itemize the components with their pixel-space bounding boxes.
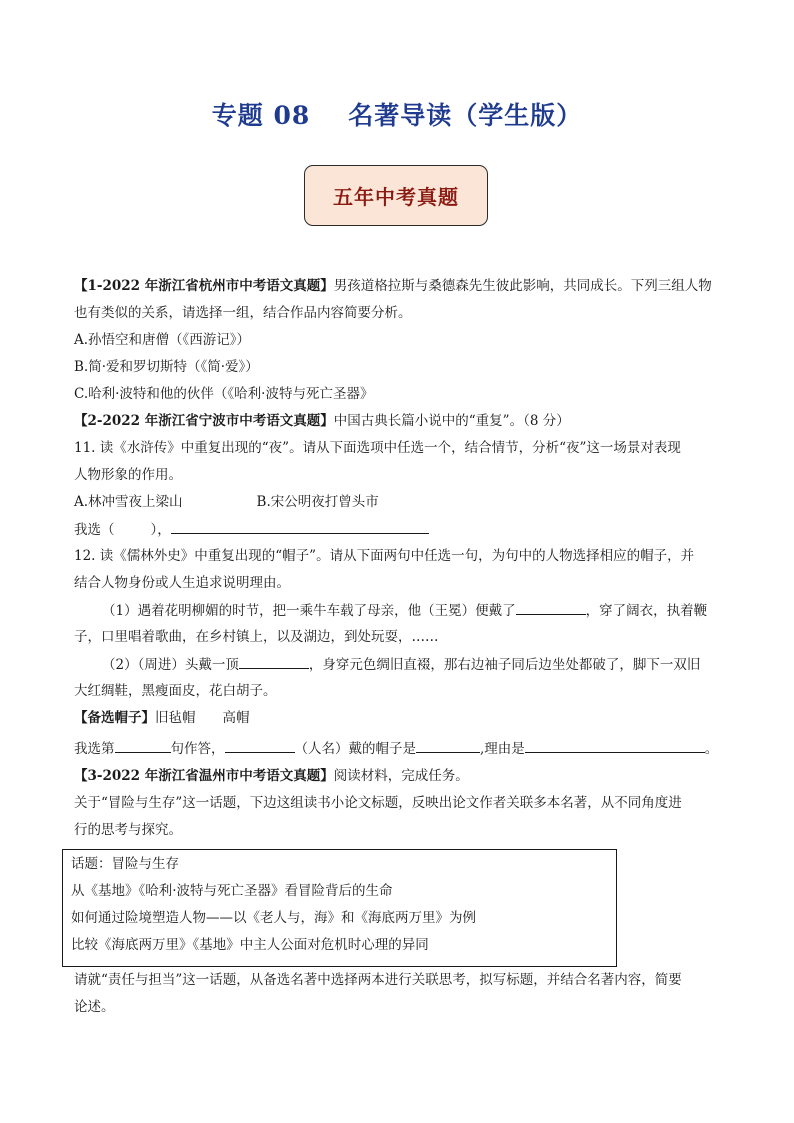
ans-text-e: 。 <box>704 741 719 757</box>
q12-sentence-2-line-1 <box>102 654 700 675</box>
q11-choose-close: ）， <box>150 522 171 538</box>
s1-text-b: ，穿了阔衣，执着鞭 <box>585 603 708 619</box>
hat-options <box>74 708 250 728</box>
q12-sentence-2-line-2: 大红绸鞋，黑瘦面皮，花白胡子。 <box>74 683 277 699</box>
s2-hat-blank[interactable] <box>239 654 309 669</box>
q1-line-2: 也有类似的关系，请选择一组，结合作品内容简要分析。 <box>74 305 412 321</box>
ans-text-c: （人名）戴的帽子是 <box>294 741 416 757</box>
q12-sentence-1-line-2: 子，口里唱着歌曲，在乡村镇上，以及湖边，到处玩耍，…… <box>74 629 439 645</box>
q3-text-1: 关于“冒险与生存”这一话题，下边这组读书小论文标题，反映出论文作者关联多本名著，从不同角度进 <box>74 795 682 811</box>
reason-blank[interactable] <box>525 738 705 753</box>
q1-text-1: 男孩道格拉斯与桑德森先生彼此影响，共同成长。下列三组人物 <box>333 278 712 294</box>
q11-option-b: B.宋公明夜打曾头市 <box>256 494 379 510</box>
q3-task-2: 论述。 <box>74 999 115 1015</box>
s2-text-a: （2）（周进）头戴一顶 <box>102 657 239 673</box>
q1-option-c: C.哈利·波特和他的伙伴（《哈利·波特与死亡圣器》 <box>74 386 374 402</box>
person-name-blank[interactable] <box>225 738 295 753</box>
q11-option-a: A.林冲雪夜上梁山 <box>74 494 183 510</box>
ans-text-d: ,理由是 <box>480 741 525 757</box>
s1-hat-blank[interactable] <box>516 600 586 615</box>
q1-source: 【1-2022 年浙江省杭州市中考语文真题】 <box>74 278 334 294</box>
section-badge <box>304 165 488 226</box>
section-badge-label: 五年中考真题 <box>333 185 459 209</box>
q11-choose-label: 我选（ <box>74 522 115 538</box>
q2-line-1 <box>74 411 570 431</box>
q2-source: 【2-2022 年浙江省宁波市中考语文真题】 <box>74 413 334 429</box>
ans-text-b: 句作答， <box>170 741 225 757</box>
q3-line-1 <box>74 766 469 786</box>
topic-box-line-1: 话题：冒险与生存 <box>71 856 179 872</box>
q3-source: 【3-2022 年浙江省温州市中考语文真题】 <box>74 768 334 784</box>
q11-answer-blank[interactable] <box>171 519 429 534</box>
q12-answer-line <box>74 738 718 759</box>
q11-answer-line <box>74 519 429 540</box>
s2-text-b: ，身穿元色绸旧直裰，那右边袖子同后边坐处都破了，脚下一双旧 <box>308 657 701 673</box>
topic-box <box>62 849 617 967</box>
topic-box-line-2: 从《基地》《哈利·波特与死亡圣器》看冒险背后的生命 <box>71 883 393 899</box>
q11-line-2: 人物形象的作用。 <box>74 467 182 483</box>
q11-options <box>74 492 379 512</box>
hat-blank[interactable] <box>416 738 480 753</box>
q2-intro: 中国古典长篇小说中的“重复”。（8 分） <box>333 413 570 429</box>
topic-box-line-4: 比较《海底两万里》《基地》中主人公面对危机时心理的异同 <box>71 937 429 953</box>
q1-option-b: B.简·爱和罗切斯特（《简·爱》） <box>74 359 259 375</box>
topic-box-line-3: 如何通过险境塑造人物——以《老人与，海》和《海底两万里》为例 <box>71 910 476 926</box>
q1-line-1 <box>74 276 712 296</box>
q3-intro: 阅读材料，完成任务。 <box>333 768 469 784</box>
hat-option-2: 高帽 <box>222 710 250 726</box>
title-topic-number: 专题 08 <box>211 101 311 130</box>
hat-options-label: 【备选帽子】 <box>74 710 155 726</box>
s1-text-a: （1）遇着花明柳媚的时节，把一乘牛车载了母亲，他（王冕）便戴了 <box>102 603 516 619</box>
q3-task-1: 请就“责任与担当”这一话题，从备选名著中选择两本进行关联思考，拟写标题，并结合名著内容，简要 <box>74 972 682 988</box>
title-topic-name: 名著导读（学生版） <box>348 101 583 130</box>
q12-line-2: 结合人物身份或人生追求说明理由。 <box>74 575 290 591</box>
q12-sentence-1-line-1 <box>102 600 707 621</box>
q1-option-a: A.孙悟空和唐僧（《西游记》） <box>74 332 251 348</box>
q12-line-1: 12. 读《儒林外史》中重复出现的“帽子”。请从下面两句中任选一句，为句中的人物选择相应的帽子，并 <box>74 548 695 564</box>
sentence-number-blank[interactable] <box>115 738 171 753</box>
hat-option-1: 旧毡帽 <box>155 710 196 726</box>
q11-line-1: 11. 读《水浒传》中重复出现的“夜”。请从下面选项中任选一个，结合情节，分析“夜”这一场景对表现 <box>74 440 681 456</box>
ans-text-a: 我选第 <box>74 741 115 757</box>
q3-text-2: 行的思考与探究。 <box>74 822 182 838</box>
page-title <box>0 96 794 132</box>
